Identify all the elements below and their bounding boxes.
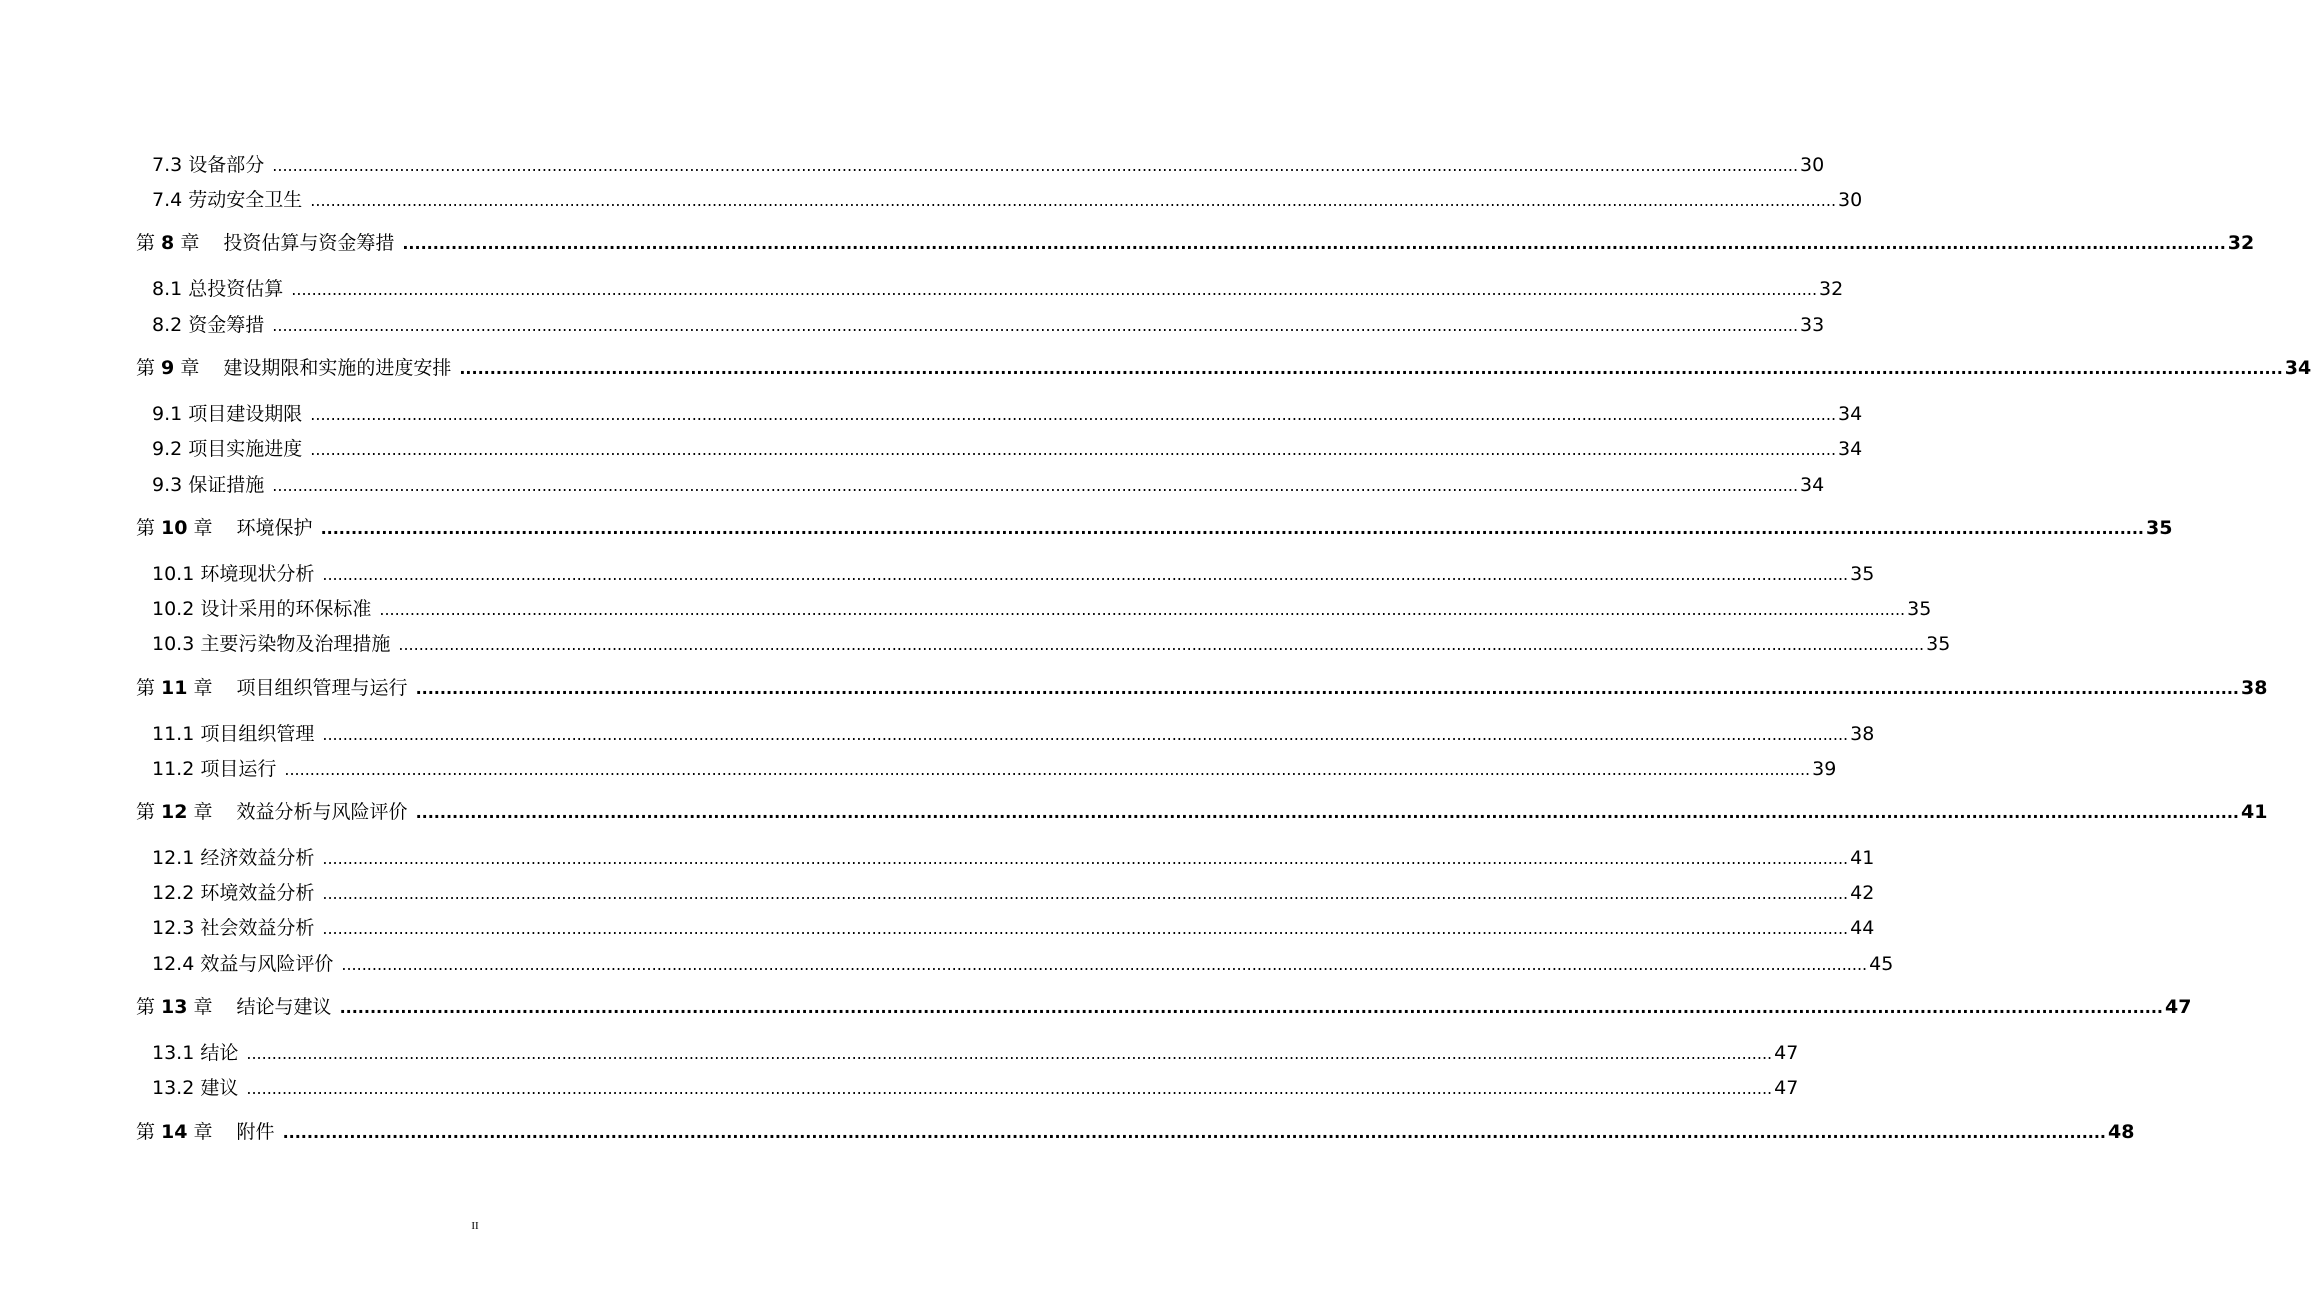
toc-entry-title: 8.1 总投资估算 xyxy=(152,278,284,300)
toc-page-number: 45 xyxy=(1869,953,1894,975)
dot-leader: ............................................................................................................................................................................................................................................................................................................ xyxy=(284,760,1811,779)
toc-entry-title: 12.1 经济效益分析 xyxy=(152,847,315,869)
toc-page-number: 35 xyxy=(1926,633,1951,655)
dot-leader: ............................................................................................................................................................................................................................................................................................................ xyxy=(310,440,1837,459)
toc-section-entry[interactable] xyxy=(152,754,1837,784)
page-number: II xyxy=(471,1220,479,1232)
toc-section-entry[interactable] xyxy=(152,629,1951,659)
chapter-title: 项目组织管理与运行 xyxy=(236,677,408,699)
toc-page-number: 47 xyxy=(1774,1077,1799,1099)
toc-entry-title: 11.2 项目运行 xyxy=(152,758,277,780)
chapter-prefix: 第 xyxy=(136,517,162,539)
dot-leader: ............................................................................................................................................................................................................................................................................................................ xyxy=(415,679,2239,698)
toc-section-entry[interactable] xyxy=(152,274,1844,304)
toc-section-entry[interactable] xyxy=(152,185,1863,215)
toc-page-number: 34 xyxy=(1800,474,1825,496)
dot-leader: ............................................................................................................................................................................................................................................................................................................ xyxy=(246,1079,1773,1098)
toc-entry-title: 10.1 环境现状分析 xyxy=(152,563,315,585)
chapter-number: 8 xyxy=(161,232,175,254)
chapter-prefix: 第 xyxy=(136,1121,162,1143)
chapter-number: 9 xyxy=(161,357,175,379)
toc-page-number: 48 xyxy=(2108,1121,2135,1143)
toc-section-entry[interactable] xyxy=(152,1073,1799,1103)
toc-chapter-entry[interactable] xyxy=(136,992,2192,1022)
toc-page-number: 44 xyxy=(1850,917,1875,939)
toc-entry-title xyxy=(136,797,408,827)
toc-entry-title: 9.3 保证措施 xyxy=(152,474,265,496)
dot-leader: ............................................................................................................................................................................................................................................................................................................ xyxy=(272,476,1799,495)
dot-leader: ............................................................................................................................................................................................................................................................................................................ xyxy=(322,725,1849,744)
toc-chapter-entry[interactable] xyxy=(136,673,2268,703)
dot-leader: ............................................................................................................................................................................................................................................................................................................ xyxy=(322,565,1849,584)
toc-entry-title xyxy=(136,1117,275,1147)
toc-section-entry[interactable] xyxy=(152,434,1863,464)
toc-entry-title: 13.1 结论 xyxy=(152,1042,239,1064)
toc-page-number: 35 xyxy=(2146,517,2173,539)
toc-entry-title: 8.2 资金筹措 xyxy=(152,314,265,336)
dot-leader: ............................................................................................................................................................................................................................................................................................................ xyxy=(341,955,1868,974)
toc-entry-title: 10.2 设计采用的环保标准 xyxy=(152,598,372,620)
toc-page-number: 41 xyxy=(1850,847,1875,869)
toc-chapter-entry[interactable] xyxy=(136,228,2255,258)
toc-page-number: 42 xyxy=(1850,882,1875,904)
chapter-suffix: 章 xyxy=(187,801,213,823)
toc-page-number: 32 xyxy=(1819,278,1844,300)
toc-page-number: 30 xyxy=(1838,189,1863,211)
chapter-title: 附件 xyxy=(236,1121,275,1143)
chapter-number: 12 xyxy=(161,801,188,823)
dot-leader: ............................................................................................................................................................................................................................................................................................................ xyxy=(459,359,2283,378)
toc-section-entry[interactable] xyxy=(152,1038,1799,1068)
toc-section-entry[interactable] xyxy=(152,310,1825,340)
chapter-prefix: 第 xyxy=(136,801,162,823)
dot-leader: ............................................................................................................................................................................................................................................................................................................ xyxy=(282,1123,2106,1142)
toc-entry-title xyxy=(136,228,394,258)
toc-entry-title: 9.1 项目建设期限 xyxy=(152,403,303,425)
dot-leader: ............................................................................................................................................................................................................................................................................................................ xyxy=(320,519,2144,538)
toc-section-entry[interactable] xyxy=(152,719,1875,749)
toc-page-number: 34 xyxy=(1838,438,1863,460)
toc-entry-title: 9.2 项目实施进度 xyxy=(152,438,303,460)
chapter-suffix: 章 xyxy=(187,677,213,699)
toc-page-number: 35 xyxy=(1850,563,1875,585)
dot-leader: ............................................................................................................................................................................................................................................................................................................ xyxy=(310,405,1837,424)
dot-leader: ............................................................................................................................................................................................................................................................................................................ xyxy=(339,998,2163,1017)
toc-chapter-entry[interactable] xyxy=(136,353,2311,383)
dot-leader: ............................................................................................................................................................................................................................................................................................................ xyxy=(322,884,1849,903)
toc-entry-title xyxy=(136,992,332,1022)
toc-section-entry[interactable] xyxy=(152,949,1894,979)
dot-leader: ............................................................................................................................................................................................................................................................................................................ xyxy=(322,849,1849,868)
chapter-number: 10 xyxy=(161,517,188,539)
chapter-prefix: 第 xyxy=(136,677,162,699)
toc-entry-title: 12.4 效益与风险评价 xyxy=(152,953,334,975)
toc-entry-title: 7.4 劳动安全卫生 xyxy=(152,189,303,211)
dot-leader: ............................................................................................................................................................................................................................................................................................................ xyxy=(402,234,2226,253)
toc-page-number: 32 xyxy=(2227,232,2255,254)
toc-page-number: 47 xyxy=(2165,996,2192,1018)
toc-page-number: 33 xyxy=(1800,314,1825,336)
toc-section-entry[interactable] xyxy=(152,559,1875,589)
dot-leader: ............................................................................................................................................................................................................................................................................................................ xyxy=(272,156,1799,175)
toc-chapter-entry[interactable] xyxy=(136,513,2173,543)
chapter-title: 环境保护 xyxy=(236,517,313,539)
dot-leader: ............................................................................................................................................................................................................................................................................................................ xyxy=(415,803,2239,822)
dot-leader: ............................................................................................................................................................................................................................................................................................................ xyxy=(398,635,1925,654)
chapter-prefix: 第 xyxy=(136,232,162,254)
toc-chapter-entry[interactable] xyxy=(136,797,2268,827)
dot-leader: ............................................................................................................................................................................................................................................................................................................ xyxy=(379,600,1906,619)
dot-leader: ............................................................................................................................................................................................................................................................................................................ xyxy=(246,1044,1773,1063)
toc-page-number: 34 xyxy=(2284,357,2311,379)
toc-section-entry[interactable] xyxy=(152,399,1863,429)
chapter-prefix: 第 xyxy=(136,996,162,1018)
toc-entry-title: 12.2 环境效益分析 xyxy=(152,882,315,904)
toc-page-number: 38 xyxy=(2241,677,2268,699)
chapter-number: 14 xyxy=(161,1121,188,1143)
chapter-prefix: 第 xyxy=(136,357,162,379)
toc-entry-title: 13.2 建议 xyxy=(152,1077,239,1099)
toc-page-number: 41 xyxy=(2241,801,2268,823)
chapter-suffix: 章 xyxy=(187,517,213,539)
toc-section-entry[interactable] xyxy=(152,470,1825,500)
toc-entry-title: 10.3 主要污染物及治理措施 xyxy=(152,633,391,655)
chapter-title: 建设期限和实施的进度安排 xyxy=(223,357,452,379)
chapter-title: 投资估算与资金筹措 xyxy=(223,232,395,254)
toc-chapter-entry[interactable] xyxy=(136,1117,2135,1147)
toc-page-number: 30 xyxy=(1800,154,1825,176)
chapter-number: 13 xyxy=(161,996,188,1018)
dot-leader: ............................................................................................................................................................................................................................................................................................................ xyxy=(322,919,1849,938)
toc-section-entry[interactable] xyxy=(152,913,1875,943)
toc-section-entry[interactable] xyxy=(152,594,1932,624)
toc-page-number: 39 xyxy=(1812,758,1837,780)
toc-entry-title: 11.1 项目组织管理 xyxy=(152,723,315,745)
toc-entry-title: 7.3 设备部分 xyxy=(152,154,265,176)
toc-page-number: 38 xyxy=(1850,723,1875,745)
toc-entry-title xyxy=(136,353,451,383)
chapter-suffix: 章 xyxy=(187,996,213,1018)
toc-section-entry[interactable] xyxy=(152,150,1825,180)
chapter-title: 效益分析与风险评价 xyxy=(236,801,408,823)
dot-leader: ............................................................................................................................................................................................................................................................................................................ xyxy=(310,191,1837,210)
toc-entry-title xyxy=(136,513,313,543)
chapter-number: 11 xyxy=(161,677,188,699)
toc-entry-title: 12.3 社会效益分析 xyxy=(152,917,315,939)
dot-leader: ............................................................................................................................................................................................................................................................................................................ xyxy=(291,280,1818,299)
toc-entry-title xyxy=(136,673,408,703)
chapter-suffix: 章 xyxy=(174,357,200,379)
toc-page-number: 47 xyxy=(1774,1042,1799,1064)
dot-leader: ............................................................................................................................................................................................................................................................................................................ xyxy=(272,316,1799,335)
toc-page-number: 35 xyxy=(1907,598,1932,620)
chapter-title: 结论与建议 xyxy=(236,996,332,1018)
toc-page-number: 34 xyxy=(1838,403,1863,425)
chapter-suffix: 章 xyxy=(174,232,200,254)
chapter-suffix: 章 xyxy=(187,1121,213,1143)
toc-section-entry[interactable] xyxy=(152,843,1875,873)
toc-section-entry[interactable] xyxy=(152,878,1875,908)
